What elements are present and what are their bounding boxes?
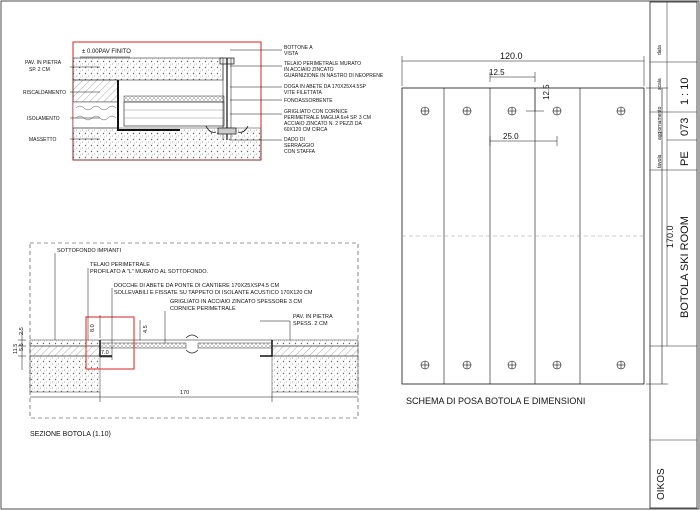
plan-drawing	[402, 56, 668, 384]
detail-level-label: ± 0.00PAV FINITO	[82, 49, 131, 55]
svg-text:PERIMETRALE MAGLIA 6x4 SP. 3 C: PERIMETRALE MAGLIA 6x4 SP. 3 CM	[284, 115, 371, 121]
svg-text:DOGA IN ABETE DA 170X25X4.5SP: DOGA IN ABETE DA 170X25X4.5SP	[284, 84, 366, 90]
svg-text:FONOASSORBENTE: FONOASSORBENTE	[284, 98, 333, 104]
plan-board-dim: 12.5	[489, 68, 505, 77]
detail-drawing	[70, 42, 282, 160]
svg-text:CORNICE PERIMETRALE: CORNICE PERIMETRALE	[170, 306, 236, 312]
svg-text:VITE FILETTATA: VITE FILETTATA	[284, 90, 322, 96]
svg-text:PROFILATO A "L" MURATO AL SOTT: PROFILATO A "L" MURATO AL SOTTOFONDO.	[90, 269, 209, 275]
svg-text:BOTTONE A: BOTTONE A	[284, 45, 313, 51]
svg-text:PAV. IN PIETRA: PAV. IN PIETRA	[293, 314, 333, 320]
svg-text:SP. 2 CM: SP. 2 CM	[29, 67, 50, 73]
sheet-title: BOTOLA SKI ROOM	[679, 216, 691, 318]
svg-text:7.0: 7.0	[101, 350, 109, 356]
plan-inner-dim: 25.0	[503, 132, 519, 141]
plan-title: SCHEMA DI POSA BOTOLA E DIMENSIONI	[406, 396, 586, 406]
section-title: SEZIONE BOTOLA (1.10)	[30, 431, 111, 438]
svg-text:GRIGLIATO CON CORNICE: GRIGLIATO CON CORNICE	[284, 109, 348, 115]
svg-text:TELAIO PERIMETRALE MURATO: TELAIO PERIMETRALE MURATO	[284, 61, 362, 67]
detail-right-labels	[284, 45, 384, 155]
svg-text:IN ACCIAIO ZINCATO: IN ACCIAIO ZINCATO	[284, 67, 334, 73]
sheet-number: 073	[679, 117, 691, 136]
oikos-logo: OIKOS	[656, 468, 667, 500]
svg-text:aggiornamento: aggiornamento	[657, 106, 663, 140]
svg-text:SOTTOFONDO IMPIANTI: SOTTOFONDO IMPIANTI	[57, 248, 122, 254]
svg-text:TELAIO PERIMETRALE: TELAIO PERIMETRALE	[90, 262, 150, 268]
svg-text:DOCCHE DI ABETE DA PONTE DI CA: DOCCHE DI ABETE DA PONTE DI CANTIERE 170X25XSP4.5 CM	[114, 283, 280, 289]
svg-text:data: data	[657, 45, 663, 55]
svg-text:DADO DI: DADO DI	[284, 137, 305, 143]
svg-text:MASSETTO: MASSETTO	[29, 137, 57, 143]
svg-text:SOLLEVABILI E FISSATE SU TAPPE: SOLLEVABILI E FISSATE SU TAPPETO DI ISOLANTE ACUSTICO 170X120 CM	[114, 290, 313, 296]
sheet-code: PE	[679, 151, 691, 166]
section-labels	[57, 248, 333, 327]
svg-text:PAV. IN PIETRA: PAV. IN PIETRA	[25, 60, 62, 66]
svg-text:SPESS. 2 CM: SPESS. 2 CM	[293, 321, 328, 327]
svg-text:scala: scala	[657, 78, 663, 90]
svg-text:VISTA: VISTA	[284, 51, 299, 57]
svg-text:RISCALDAMENTO: RISCALDAMENTO	[23, 90, 66, 96]
svg-text:CON STAFFA: CON STAFFA	[284, 149, 316, 155]
svg-text:5.5: 5.5	[19, 343, 25, 351]
svg-text:GUARNIZIONE IN NASTRO DI NEOPR: GUARNIZIONE IN NASTRO DI NEOPRENE	[284, 73, 384, 79]
svg-text:SERRAGGIO: SERRAGGIO	[284, 143, 315, 149]
svg-text:ACCIAIO ZINCATO N. 2 PEZZI DA: ACCIAIO ZINCATO N. 2 PEZZI DA	[284, 121, 362, 127]
plan-height-dim: 170.0	[665, 225, 675, 248]
plan-board-vertical-dim: 12.5	[542, 84, 551, 100]
svg-text:GRIGLIATO IN ACCIAIO ZINCATO S: GRIGLIATO IN ACCIAIO ZINCATO SPESSORE 3 CM	[170, 299, 302, 305]
plan-width-dim: 120.0	[500, 51, 523, 61]
svg-text:4.5: 4.5	[143, 325, 149, 333]
sheet-scale: 1 : 10	[679, 77, 691, 105]
svg-text:8.0: 8.0	[90, 324, 96, 332]
svg-text:170: 170	[180, 390, 190, 396]
svg-text:11.5: 11.5	[13, 343, 19, 354]
svg-text:ISOLAMENTO: ISOLAMENTO	[27, 116, 60, 122]
svg-text:60X120 CM CIRCA: 60X120 CM CIRCA	[284, 127, 328, 133]
svg-text:tavola: tavola	[657, 154, 663, 168]
detail-left-labels	[23, 60, 66, 143]
svg-text:2.5: 2.5	[19, 327, 25, 335]
